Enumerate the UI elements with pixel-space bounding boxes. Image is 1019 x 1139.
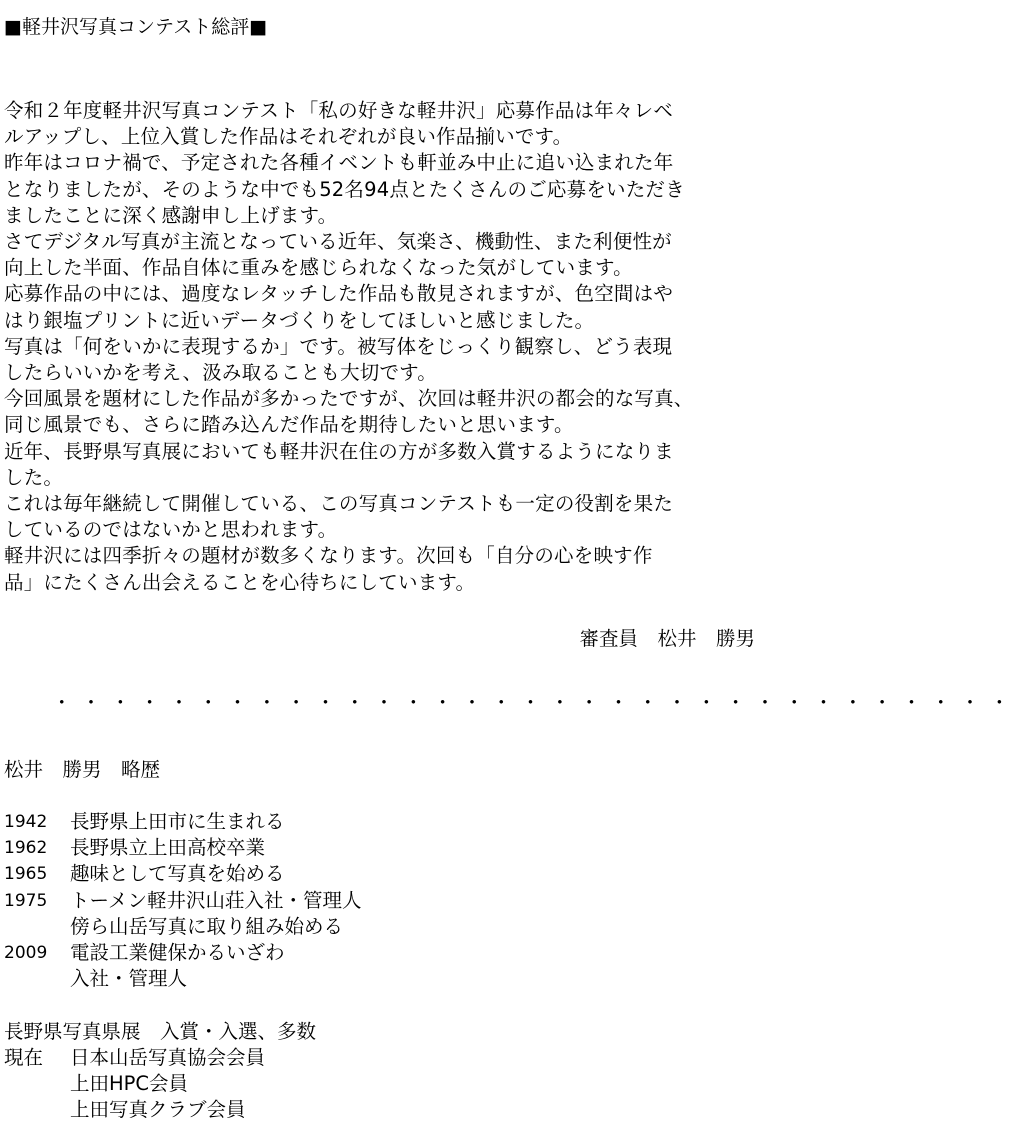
paragraph-line: はり銀塩プリントに近いデータづくりをしてほしいと感じました。 — [4, 308, 595, 332]
career-text: 趣味として写真を始める — [70, 862, 285, 886]
career-list — [4, 809, 362, 992]
career-year: 2009 — [4, 943, 48, 964]
career-row — [4, 966, 362, 992]
paragraph-line: 今回風景を題材にした作品が多かったですが、次回は軽井沢の都会的な写真、 — [4, 387, 694, 411]
career-text: 長野県立上田高校卒業 — [70, 836, 266, 860]
paragraph-line: となりましたが、そのような中でも52名94点とたくさんのご応募をいただき — [4, 177, 685, 201]
profile-heading: 松井 勝男 略歴 — [4, 758, 161, 781]
career-row — [4, 914, 362, 940]
document-title: ■軽井沢写真コンテスト総評■ — [4, 16, 268, 38]
membership-row — [4, 1045, 265, 1071]
membership-label — [4, 1071, 70, 1097]
career-text: 入社・管理人 — [70, 967, 188, 991]
career-year: 1965 — [4, 864, 48, 885]
paragraph-line: した。 — [4, 465, 64, 489]
career-text: 傍ら山岳写真に取り組み始める — [70, 914, 344, 938]
membership-text: 上田HPC会員 — [70, 1072, 189, 1096]
paragraph-line: さてデジタル写真が主流となっている近年、気楽さ、機動性、また利便性が — [4, 230, 672, 254]
membership-text: 上田写真クラブ会員 — [70, 1098, 246, 1122]
paragraph-line: したらいいかを考え、汲み取ることも大切です。 — [4, 361, 438, 385]
career-row — [4, 861, 362, 887]
membership-label — [4, 1097, 70, 1123]
paragraph-line: 昨年はコロナ禍で、予定された各種イベントも軒並み中止に追い込まれた年 — [4, 151, 674, 175]
career-year: 1942 — [4, 812, 48, 832]
paragraph-line: 向上した半面、作品自体に重みを感じられなくなった気がしています。 — [4, 256, 633, 280]
career-year — [4, 914, 70, 940]
paragraph-line: これは毎年継続して開催している、この写真コンテストも一定の役割を果た — [4, 492, 674, 516]
career-row — [4, 888, 362, 914]
career-row — [4, 940, 362, 966]
paragraph-line: 写真は「何をいかに表現するか」です。被写体をじっくり観察し、どう表現 — [4, 334, 673, 358]
judge-signature: 審査員 松井 勝男 — [579, 627, 755, 650]
membership-label: 現在 — [4, 1046, 44, 1069]
dotted-divider: ・・・・・・・・・・・・・・・・・・・・・・・・・・・・・・・・・ — [52, 691, 1019, 714]
paragraph-line: ルアップし、上位入賞した作品はそれぞれが良い作品揃いです。 — [4, 125, 573, 149]
paragraph-line: 応募作品の中には、過度なレタッチした作品も散見されますが、色空間はや — [4, 282, 674, 306]
paragraph-line: 令和２年度軽井沢写真コンテスト「私の好きな軽井沢」応募作品は年々レベ — [4, 99, 674, 122]
paragraph-line: 軽井沢には四季折々の題材が数多くなります。次回も「自分の心を映す作 — [4, 544, 653, 568]
membership-row — [4, 1097, 265, 1123]
membership-text: 日本山岳写真協会会員 — [70, 1046, 266, 1069]
review-paragraph — [4, 98, 760, 596]
paragraph-line: しているのではないかと思われます。 — [4, 518, 338, 542]
paragraph-line: ましたことに深く感謝申し上げます。 — [4, 203, 338, 227]
paragraph-line: 近年、長野県写真展においても軽井沢在住の方が多数入賞するようになりま — [4, 439, 674, 463]
career-text: 電設工業健保かるいざわ — [70, 941, 285, 965]
paragraph-line: 同じ風景でも、さらに踏み込んだ作品を期待したいと思います。 — [4, 413, 574, 437]
membership-row — [4, 1071, 265, 1097]
career-text: 長野県上田市に生まれる — [70, 810, 285, 833]
career-row — [4, 809, 362, 835]
membership-list — [4, 1045, 265, 1124]
awards-line: 長野県写真県展 入賞・入選、多数 — [4, 1020, 317, 1043]
career-year: 1975 — [4, 890, 48, 911]
career-year — [4, 966, 70, 992]
career-year: 1962 — [4, 838, 48, 859]
career-text: トーメン軽井沢山荘入社・管理人 — [70, 888, 362, 912]
career-row — [4, 835, 362, 861]
paragraph-line: 品」にたくさん出会えることを心待ちにしています。 — [4, 570, 476, 594]
